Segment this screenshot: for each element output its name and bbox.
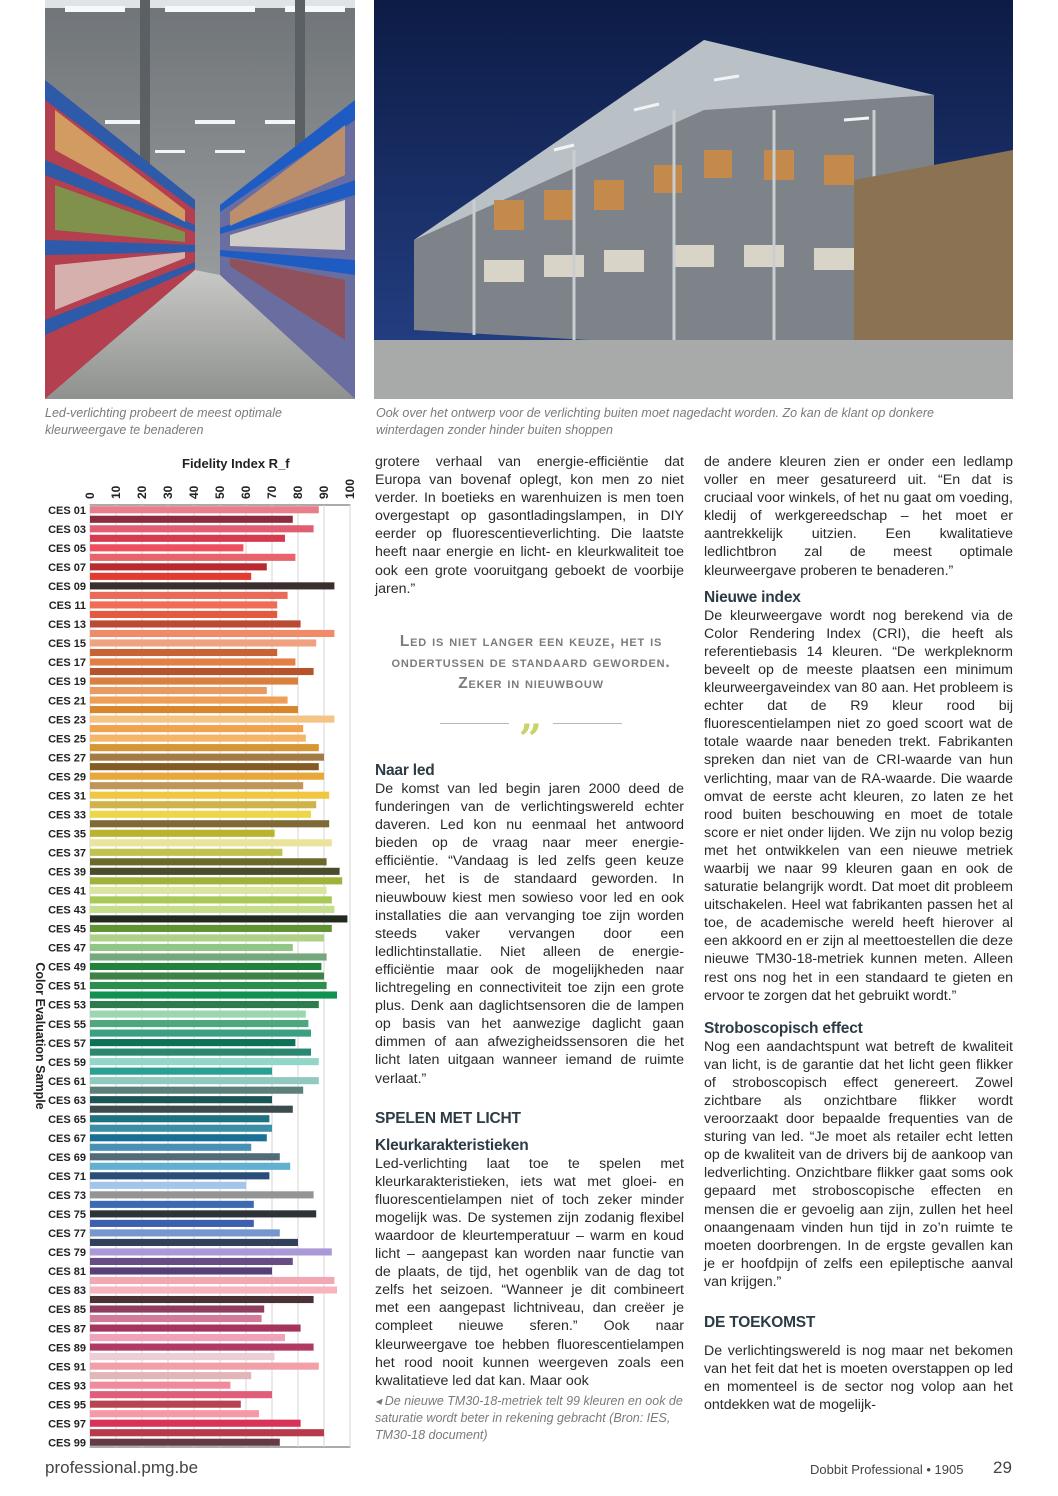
bar-ces-30: [90, 782, 303, 789]
bar-ces-02: [90, 516, 293, 523]
x-tick-label: 20: [135, 485, 149, 499]
category-label: CES 57: [48, 1037, 86, 1050]
outdoor-rack-photo: [374, 0, 1013, 399]
bar-ces-14: [90, 630, 334, 637]
x-tick-label: 0: [83, 492, 97, 499]
category-label: CES 51: [48, 980, 86, 993]
bar-ces-73: [90, 1191, 314, 1198]
bar-ces-99: [90, 1439, 280, 1446]
bar-ces-31: [90, 792, 329, 799]
bar-ces-64: [90, 1106, 293, 1113]
fidelity-chart: [20, 450, 360, 1455]
chart-title: Fidelity Index R_f: [182, 456, 290, 471]
bar-ces-08: [90, 573, 251, 580]
bar-ces-80: [90, 1258, 293, 1265]
bar-ces-21: [90, 697, 288, 704]
page-number: 29: [993, 1458, 1012, 1477]
category-label: CES 15: [48, 638, 86, 651]
x-tick-label: 50: [213, 485, 227, 499]
heading-spelen-met-licht: SPELEN MET LICHT: [375, 1109, 521, 1127]
category-label: CES 41: [48, 885, 86, 898]
category-label: CES 65: [48, 1113, 86, 1126]
category-label: CES 21: [48, 695, 86, 708]
bar-ces-83: [90, 1286, 337, 1293]
bar-ces-45: [90, 925, 332, 932]
store-aisle-photo: [45, 0, 355, 399]
bar-ces-24: [90, 725, 303, 732]
category-label: CES 53: [48, 999, 86, 1012]
bar-ces-20: [90, 687, 267, 694]
paragraph-toekomst: De verlichtingswereld is nog maar net bekomen van het feit dat het is moeten overstappen op led en momenteel is de sector nog volop aan het ontdekken wat de mogelijk-: [704, 1343, 1013, 1414]
category-label: CES 99: [48, 1437, 86, 1450]
quote-mark-icon: „: [519, 693, 543, 740]
category-label: CES 91: [48, 1361, 86, 1374]
bar-ces-60: [90, 1068, 272, 1075]
category-label: CES 77: [48, 1228, 86, 1241]
footer-website: professional.pmg.be: [45, 1458, 199, 1477]
bar-ces-61: [90, 1077, 319, 1084]
category-label: CES 45: [48, 923, 86, 936]
bar-ces-52: [90, 991, 337, 998]
bar-ces-77: [90, 1229, 280, 1236]
bar-ces-05: [90, 544, 243, 551]
bar-ces-88: [90, 1334, 285, 1341]
bar-ces-71: [90, 1172, 269, 1179]
bar-ces-26: [90, 744, 319, 751]
category-label: CES 27: [48, 752, 86, 765]
bar-ces-36: [90, 839, 332, 846]
intro-paragraph-right: de andere kleuren zien er onder een ledlamp voller en meer gesatureerd uit. “En dat is cruciaal voor winkels, of het nu gaat om voeding, kledij of werkgereedschap – het moet er aantrekkelijk uitzien. Een kwalitatieve ledlichtbron zal de meest optimale kleurweergave proberen te benaderen.”: [704, 454, 1013, 579]
fidelity-chart-svg: [20, 450, 360, 1455]
bar-ces-85: [90, 1305, 264, 1312]
bar-ces-03: [90, 525, 314, 532]
bar-ces-74: [90, 1201, 254, 1208]
category-label: CES 39: [48, 866, 86, 879]
column-middle-body: [375, 761, 684, 1390]
bar-ces-46: [90, 934, 324, 941]
bar-ces-49: [90, 963, 321, 970]
bar-ces-58: [90, 1049, 311, 1056]
bar-ces-33: [90, 811, 311, 818]
y-axis-label: Color Evaluation Sample: [33, 962, 47, 1110]
intro-paragraph: grotere verhaal van energie-efficiëntie dat Europa van bovenaf oplegt, kon men zo niet verder. In boetieks en warenhuizen is men toen overgestapt op gasontladingslampen, in DIY eerder op fluorescentieverlichting. Die laatste heeft naar energie en licht- en kleurkwaliteit toe ook een grote vooruitgang geboekt de voorbije jaren.”: [375, 454, 684, 597]
divider-line-left: [440, 723, 509, 724]
heading-naar-led: Naar led: [375, 762, 435, 779]
bar-ces-51: [90, 982, 327, 989]
category-label: CES 05: [48, 543, 86, 556]
category-label: CES 83: [48, 1285, 86, 1298]
bar-ces-57: [90, 1039, 295, 1046]
bar-ces-68: [90, 1144, 251, 1151]
category-label: CES 93: [48, 1380, 86, 1393]
x-tick-label: 90: [317, 485, 331, 499]
bar-ces-72: [90, 1182, 246, 1189]
bar-ces-25: [90, 735, 306, 742]
category-label: CES 55: [48, 1018, 86, 1031]
bar-ces-96: [90, 1410, 259, 1417]
bar-ces-89: [90, 1344, 314, 1351]
category-label: CES 43: [48, 904, 86, 917]
bar-ces-50: [90, 972, 324, 979]
x-tick-label: 30: [161, 485, 175, 499]
chart-caption: ◂ De nieuwe TM30-18-metriek telt 99 kleuren en ook de saturatie wordt beter in rekening gebracht (Bron: IES, TM30-18 document): [375, 1394, 683, 1442]
bar-ces-81: [90, 1267, 272, 1274]
bar-ces-29: [90, 773, 324, 780]
bar-ces-11: [90, 601, 277, 608]
bar-ces-38: [90, 858, 327, 865]
bar-ces-62: [90, 1087, 303, 1094]
bar-ces-91: [90, 1363, 319, 1370]
bar-ces-10: [90, 592, 288, 599]
bar-ces-32: [90, 801, 316, 808]
category-label: CES 67: [48, 1132, 86, 1145]
bar-ces-39: [90, 868, 340, 875]
category-label: CES 31: [48, 790, 86, 803]
category-label: CES 85: [48, 1304, 86, 1317]
category-label: CES 03: [48, 523, 86, 536]
category-label: CES 97: [48, 1418, 86, 1431]
bar-ces-55: [90, 1020, 308, 1027]
bar-ces-56: [90, 1030, 311, 1037]
bar-ces-23: [90, 716, 334, 723]
bar-ces-41: [90, 887, 327, 894]
category-label: CES 13: [48, 619, 86, 632]
category-label: CES 75: [48, 1209, 86, 1222]
x-tick-label: 80: [291, 485, 305, 499]
bar-ces-69: [90, 1153, 280, 1160]
caption-left: Led-verlichting probeert de meest optimale kleurweergave te benaderen: [45, 406, 282, 437]
bar-ces-63: [90, 1096, 272, 1103]
bar-ces-59: [90, 1058, 319, 1065]
bar-ces-18: [90, 668, 314, 675]
column-middle: [375, 453, 684, 598]
column-right: [704, 453, 1013, 1414]
category-label: CES 81: [48, 1266, 86, 1279]
category-label: CES 07: [48, 562, 86, 575]
category-label: CES 01: [48, 504, 86, 517]
category-label: CES 71: [48, 1171, 86, 1184]
bar-ces-22: [90, 706, 298, 713]
x-tick-label: 10: [109, 485, 123, 499]
paragraph-kleur: Led-verlichting laat toe te spelen met kleurkarakteristieken, iets wat met gloei- en fluorescentielampen niet of toch zeker minder mogelijk was. De systemen zijn zodanig flexibel waardoor de kleurtemperatuur – warm en koud licht – aangepast kan worden naar functie van de plaats, de tijd, het ogenblik van de dag tot zelfs het seizoen. “Wanneer je dit combineert met een aangepast lichtniveau, dan creëer je compleet nieuwe sferen.” Ook naar kleurweergave toe hebben fluorescentielampen het rood nooit kunnen weergeven zoals een kwalitatieve led dat kan. Maar ook: [375, 1155, 684, 1389]
bar-ces-47: [90, 944, 293, 951]
divider-line-right: [553, 723, 622, 724]
bar-ces-75: [90, 1210, 316, 1217]
bar-ces-16: [90, 649, 277, 656]
bar-ces-79: [90, 1248, 332, 1255]
bar-ces-43: [90, 906, 334, 913]
bar-ces-53: [90, 1001, 319, 1008]
bar-ces-94: [90, 1391, 272, 1398]
paragraph-nieuwe-index: De kleurweergave wordt nog berekend via de Color Rendering Index (CRI), die heeft als referentiebasis 14 kleuren. “De werkpleknorm beveelt op de meeste plaatsen een minimum kleurweergaveindex van 80 aan. Het probleem is echter dat de R9 kleur rood bij fluorescentielampen niet zo goed scoort wat de totale waarde naar beneden trekt. Fabrikanten spreken dan niet van de CRI-waarde van hun verlichting, maar van de RA-waarde. Die waarde omvat de eerste acht kleuren, zo laten ze het rood buiten beschouwing en moet de totale score er niet onder lijden. We zijn nu volop bezig met het ontwikkelen van een nieuwe metriek waarbij we naar 99 kleuren gaan en ook de saturatie belangrijk wordt. Dat moet dit probleem uitschakelen. Heel wat fabrikanten passen het al toe, de academische wereld heeft hierover al een akkoord en er zijn al meettoestellen die deze nieuwe TM30-18-metriek kunnen meten. Alleen rest ons nog het in een standaard te gieten en ervoor te zorgen dat het gebruikt wordt.”: [704, 607, 1013, 1004]
bar-ces-12: [90, 611, 277, 618]
category-label: CES 49: [48, 961, 86, 974]
heading-kleurkarakteristieken: Kleurkarakteristieken: [375, 1136, 529, 1154]
category-label: CES 29: [48, 771, 86, 784]
bar-ces-92: [90, 1372, 251, 1379]
bar-ces-19: [90, 677, 298, 684]
bar-ces-76: [90, 1220, 254, 1227]
bar-ces-04: [90, 535, 285, 542]
bar-ces-17: [90, 658, 295, 665]
bar-ces-54: [90, 1011, 306, 1018]
bar-ces-98: [90, 1429, 324, 1436]
bar-ces-27: [90, 754, 324, 761]
category-label: CES 37: [48, 847, 86, 860]
outdoor-rack-illustration: [374, 0, 1013, 399]
category-label: CES 63: [48, 1094, 86, 1107]
bar-ces-15: [90, 639, 316, 646]
bar-ces-90: [90, 1353, 275, 1360]
footer-magazine: Dobbit Professional • 1905: [810, 1462, 964, 1477]
bar-ces-40: [90, 877, 342, 884]
category-label: CES 59: [48, 1056, 86, 1069]
bar-ces-95: [90, 1401, 241, 1408]
bar-ces-84: [90, 1296, 314, 1303]
bar-ces-35: [90, 830, 275, 837]
bar-ces-66: [90, 1125, 272, 1132]
heading-nieuwe-index: Nieuwe index: [704, 588, 801, 606]
category-label: CES 89: [48, 1342, 86, 1355]
bar-ces-86: [90, 1315, 262, 1322]
bar-ces-42: [90, 896, 332, 903]
bar-ces-67: [90, 1134, 267, 1141]
quote-divider: [440, 693, 622, 740]
bar-ces-06: [90, 554, 295, 561]
x-tick-label: 70: [265, 485, 279, 499]
category-label: CES 09: [48, 581, 86, 594]
category-label: CES 23: [48, 714, 86, 727]
category-label: CES 73: [48, 1190, 86, 1203]
bar-ces-07: [90, 563, 267, 570]
category-label: CES 79: [48, 1247, 86, 1260]
x-tick-label: 100: [343, 478, 357, 499]
x-tick-label: 40: [187, 485, 201, 499]
heading-stroboscopisch: Stroboscopisch effect: [704, 1019, 863, 1037]
store-aisle-illustration: [45, 0, 355, 399]
bar-ces-78: [90, 1239, 298, 1246]
category-label: CES 25: [48, 733, 86, 746]
bar-ces-44: [90, 915, 347, 922]
category-label: CES 61: [48, 1075, 86, 1088]
bar-ces-28: [90, 763, 319, 770]
category-label: CES 33: [48, 809, 86, 822]
category-label: CES 87: [48, 1323, 86, 1336]
category-label: CES 17: [48, 657, 86, 670]
bar-ces-87: [90, 1325, 301, 1332]
paragraph-stroboscopisch: Nog een aandachtspunt wat betreft de kwaliteit van licht, is de garantie dat het licht geen flikker of stroboscopisch effect genereert. Zowel zichtbare als onzichtbare flikker wordt veroorzaakt door bepaalde frequenties van de sturing van led. “Je moet als retailer echt letten op de kwaliteit van de drivers bij de aankoop van ledverlichting. Onzichtbare flikker gaat soms ook gepaard met stroboscopische effecten en mensen die er gevoelig aan zijn, zullen het heel onaangenaam vinden hun tijd in zo’n ruimte te moeten doorbrengen. In de ergste gevallen kan je er hoofdpijn of zelfs een epileptische aanval van krijgen.”: [704, 1038, 1013, 1290]
bar-ces-48: [90, 953, 327, 960]
bar-ces-13: [90, 620, 301, 627]
bar-ces-65: [90, 1115, 269, 1122]
category-label: CES 69: [48, 1151, 86, 1164]
paragraph-naar-led: De komst van led begin jaren 2000 deed de funderingen van de verlichtingswereld echter daveren. Led kon nu eenmaal het antwoord bieden op de vraag naar meer energie-efficiëntie. “Vandaag is led zelfs geen keuze meer, het is de standaard geworden. In nieuwbouw kiest men sowieso voor led en ook installaties die aan vervanging toe zijn worden steeds vaker vervangen door een ledlichtinstallatie. Niet alleen de energie-efficiëntie maar ook de mogelijkheden naar lichtregeling en connectiviteit toe zijn een grote plus. Denk aan daglichtsensoren die de lampen op basis van het aanwezige daglicht gaan dimmen of aan afwezigheidssensoren die het licht laten uitgaan wanneer iemand de ruimte verlaat.”: [375, 781, 684, 1087]
pull-quote: Led is niet langer een keuze, het is ondertussen de standaard geworden. Zeker in nieuwbouw: [391, 633, 671, 692]
bar-ces-09: [90, 582, 334, 589]
category-label: CES 95: [48, 1399, 86, 1412]
category-label: CES 19: [48, 676, 86, 689]
x-tick-label: 60: [239, 485, 253, 499]
bar-ces-82: [90, 1277, 334, 1284]
bar-ces-37: [90, 849, 282, 856]
bar-ces-34: [90, 820, 329, 827]
heading-de-toekomst: DE TOEKOMST: [704, 1314, 816, 1332]
category-label: CES 35: [48, 828, 86, 841]
bar-ces-01: [90, 506, 319, 513]
caption-right: Ook over het ontwerp voor de verlichting buiten moet nagedacht worden. Zo kan de klant op donkere winterdagen zonder hinder buiten shoppen: [376, 406, 934, 437]
bar-ces-93: [90, 1382, 230, 1389]
category-label: CES 11: [48, 600, 86, 613]
category-label: CES 47: [48, 942, 86, 955]
bar-ces-70: [90, 1163, 290, 1170]
bar-ces-97: [90, 1420, 301, 1427]
